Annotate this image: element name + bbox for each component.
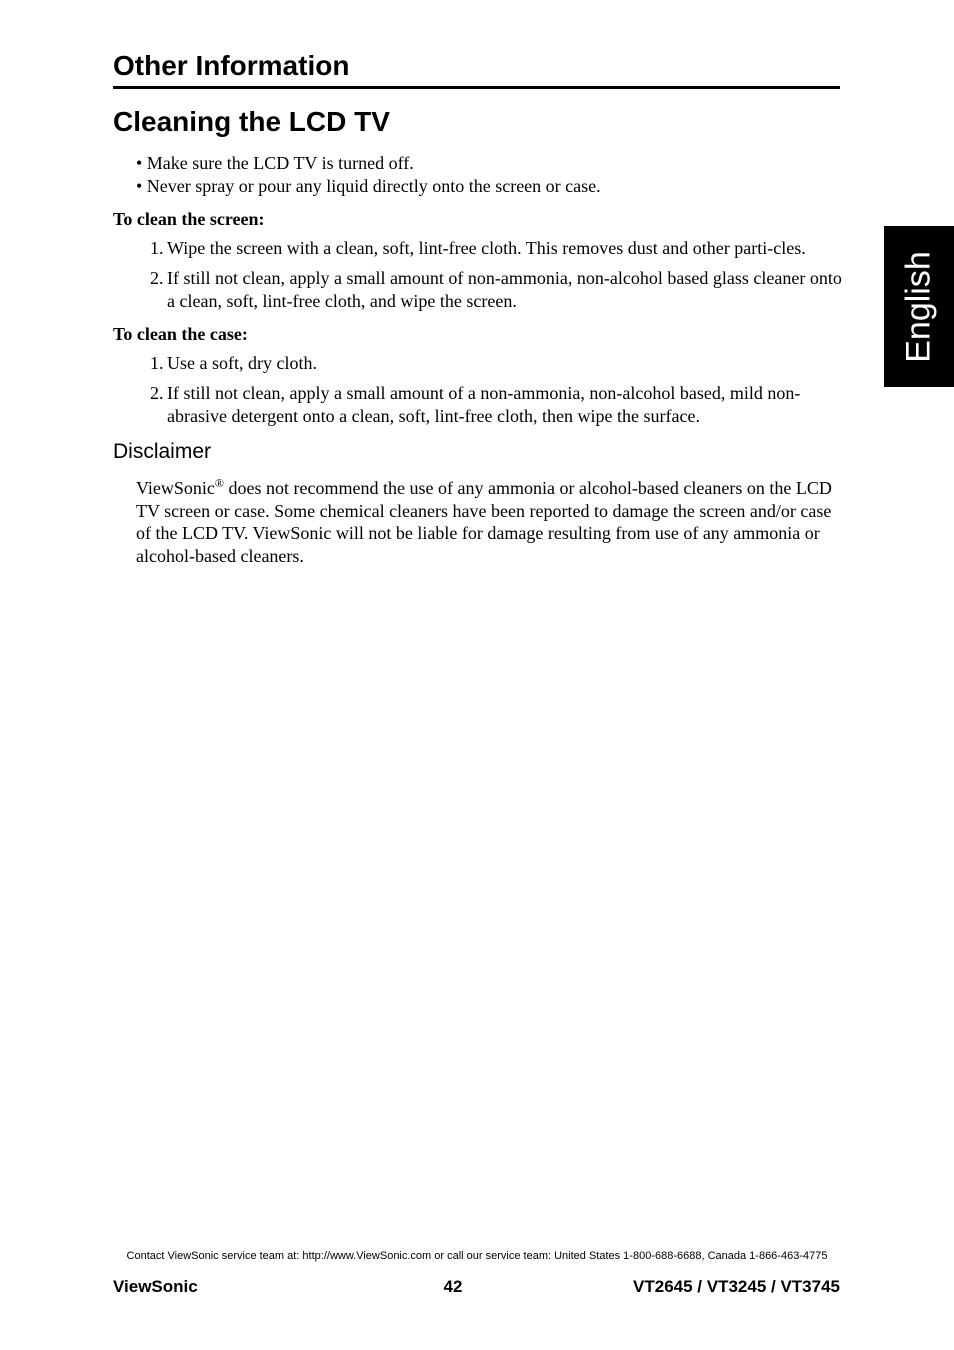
footer-brand: ViewSonic xyxy=(113,1277,198,1296)
case-steps xyxy=(113,352,843,428)
contact-line: Contact ViewSonic service team at: http://www.ViewSonic.com or call our service team: United States 1-800-688-6688, Canada 1-866-463-4775 xyxy=(126,1250,828,1262)
list-item xyxy=(113,352,843,375)
section-title: Cleaning the LCD TV xyxy=(113,106,390,137)
step-text: If still not clean, apply a small amount of a non-ammonia, non-alcohol based, mild non-abrasive detergent onto a clean, soft, lint-free cloth, then wipe the surface. xyxy=(167,383,801,426)
step-number: 2. xyxy=(150,268,164,288)
list-item: • Never spray or pour any liquid directly onto the screen or case. xyxy=(136,175,601,196)
disclaimer-heading: Disclaimer xyxy=(113,440,212,463)
step-text: Wipe the screen with a clean, soft, lint-free cloth. This removes dust and other parti-cles. xyxy=(167,237,806,258)
page-number: 42 xyxy=(443,1277,463,1296)
precaution-list xyxy=(113,152,843,197)
language-tab xyxy=(884,226,954,387)
step-number: 1. xyxy=(150,237,164,258)
registered-mark: ® xyxy=(214,476,225,490)
disclaimer-text xyxy=(113,477,843,567)
step-number: 2. xyxy=(150,383,164,403)
case-heading: To clean the case: xyxy=(113,324,248,344)
step-number: 1. xyxy=(150,352,164,373)
body-content xyxy=(113,152,843,567)
step-text: If still not clean, apply a small amount of non-ammonia, non-alcohol based glass cleaner onto a clean, soft, lint-free cloth, and wipe the screen. xyxy=(167,268,842,311)
language-tab-label: English xyxy=(899,250,938,363)
list-item xyxy=(113,382,843,427)
step-text: Use a soft, dry cloth. xyxy=(167,352,317,373)
header-title: Other Information xyxy=(113,50,350,81)
list-item xyxy=(113,267,843,312)
header-rule xyxy=(113,86,840,89)
list-item xyxy=(113,237,843,260)
screen-heading: To clean the screen: xyxy=(113,209,265,229)
screen-steps xyxy=(113,237,843,313)
disclaimer-body: does not recommend the use of any ammonia or alcohol-based cleaners on the LCD TV screen or case. Some chemical cleaners have been reported to damage the screen and/or case of the LCD TV. ViewSonic will not be liable for damage resulting from use of any ammonia or alcohol-based cleaners. xyxy=(136,478,832,566)
brand-name: ViewSonic xyxy=(136,478,215,498)
list-item: • Make sure the LCD TV is turned off. xyxy=(136,153,414,173)
footer-models: VT2645 / VT3245 / VT3745 xyxy=(633,1277,840,1296)
